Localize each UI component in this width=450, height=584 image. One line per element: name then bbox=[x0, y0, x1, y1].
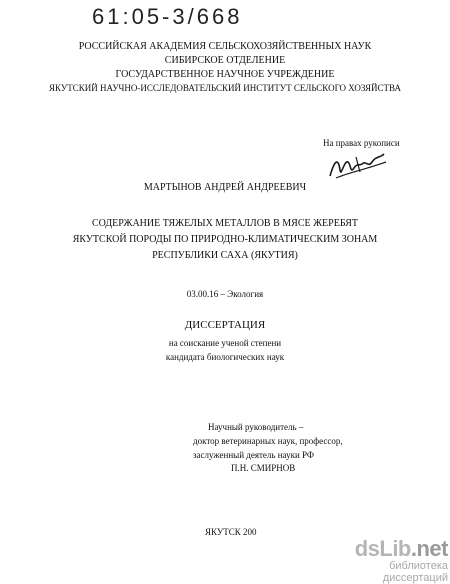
degree-line-2: кандидата биологических наук bbox=[165, 352, 285, 362]
watermark-tagline: библиотека диссертаций bbox=[382, 560, 448, 584]
city-year: ЯКУТСК 200 bbox=[205, 527, 257, 537]
header-academy: РОССИЙСКАЯ АКАДЕМИЯ СЕЛЬСКОХОЗЯЙСТВЕННЫХ НАУК bbox=[78, 41, 372, 52]
title-line-1: СОДЕРЖАНИЕ ТЯЖЕЛЫХ МЕТАЛЛОВ В МЯСЕ ЖЕРЕБЯТ bbox=[91, 218, 359, 229]
supervisor-degree: доктор ветеринарных наук, профессор, bbox=[193, 436, 343, 446]
signature-image bbox=[326, 148, 390, 184]
title-line-3: РЕСПУБЛИКИ САХА (ЯКУТИЯ) bbox=[152, 250, 298, 261]
document-type: ДИССЕРТАЦИЯ bbox=[184, 319, 266, 331]
author-name: МАРТЫНОВ АНДРЕЙ АНДРЕЕВИЧ bbox=[143, 182, 307, 193]
watermark-brand bbox=[330, 536, 448, 562]
degree-line-1: на соискание ученой степени bbox=[168, 338, 282, 348]
archive-stamp: 61:05-3/668 bbox=[92, 4, 243, 29]
supervisor-honor: заслуженный деятель науки РФ bbox=[193, 450, 314, 460]
watermark-brand-domain: .net bbox=[410, 536, 448, 561]
header-institution-type: ГОСУДАРСТВЕННОЕ НАУЧНОЕ УЧРЕЖДЕНИЕ bbox=[115, 69, 335, 80]
watermark-brand-name: dsLib bbox=[354, 536, 411, 561]
header-branch: СИБИРСКОЕ ОТДЕЛЕНИЕ bbox=[164, 55, 286, 66]
supervisor-name: П.Н. СМИРНОВ bbox=[231, 463, 296, 473]
header-institute: ЯКУТСКИЙ НАУЧНО-ИССЛЕДОВАТЕЛЬСКИЙ ИНСТИТУТ СЕЛЬСКОГО ХОЗЯЙСТВА bbox=[49, 83, 401, 93]
manuscript-note: На правах рукописи bbox=[323, 138, 400, 148]
supervisor-label: Научный руководитель – bbox=[208, 422, 304, 432]
title-line-2: ЯКУТСКОЙ ПОРОДЫ ПО ПРИРОДНО-КЛИМАТИЧЕСКИМ ЗОНАМ bbox=[72, 234, 378, 245]
watermark-logo[interactable] bbox=[330, 536, 448, 584]
specialty-code: 03.00.16 – Экология bbox=[186, 289, 264, 299]
